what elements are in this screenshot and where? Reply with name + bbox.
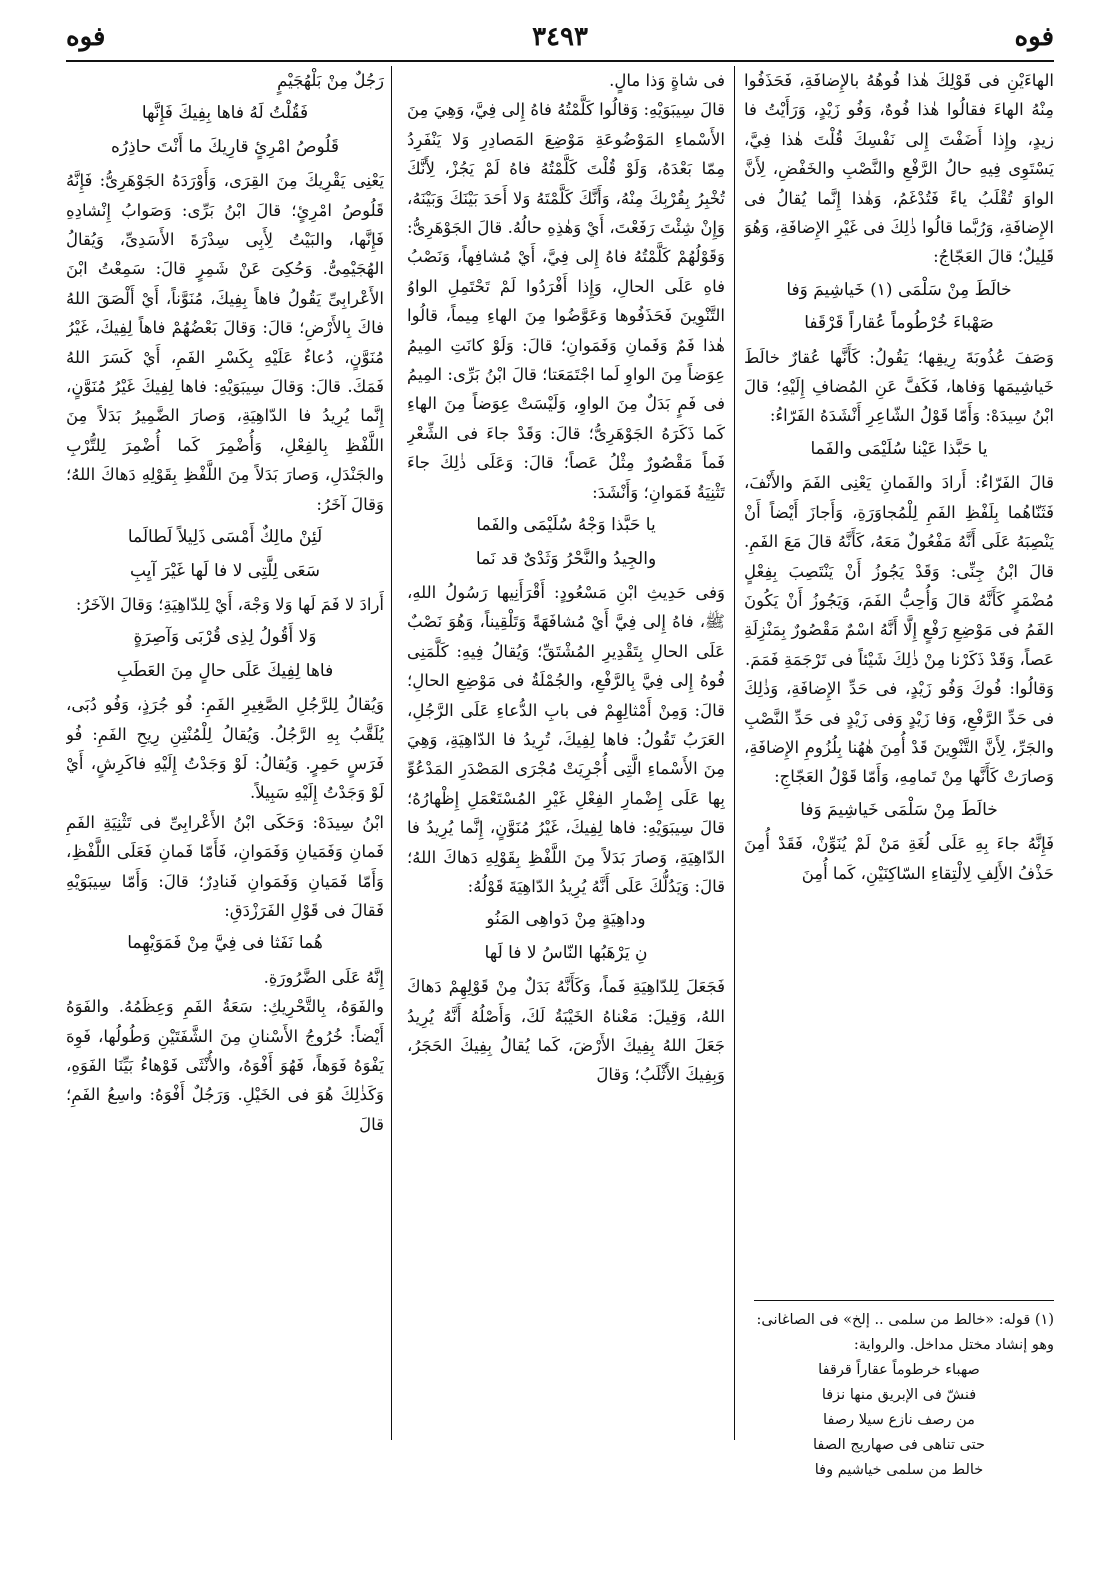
verse-line: والجِيدُ والنَّحْرُ وَثَدْىٌ قد نَما xyxy=(475,548,657,569)
paragraph: وَيُقالُ لِلرَّجُلِ الصَّغِيرِ الفَمِ: فُو جُرَذٍ، وَفُو دُبَى، يُلَقَّبُ بِهِ الرَّجُلُ. وَيُقالُ لِلْمُنْتِنِ رِيحِ الفَمِ: فُو فَرَسٍ حَمِرٍ. وَيُقالُ: لَوْ وَجَدْتُ إِلَيْهِ فاكَرِشٍ، أَيْ لَوْ وَجَدْتُ إِلَيْهِ سَبِيلاً. xyxy=(66,695,384,803)
paragraph: إِنَّهُ عَلَى الضَّرُورَةِ. xyxy=(263,967,384,987)
paragraph: وَقالُوا: فُوكَ وَفُو زَيْدٍ، فى حَدِّ الإِضافَةِ، وَذٰلِكَ فى حَدِّ الرَّفْعِ، وَفا زَيْدٍ وَفى زَيْدٍ فى حَدِّ النَّصْبِ والجَرِّ، لِأَنَّ التَّنْوِينَ قَدْ أُمِنَ هٰهُنا بِلُزُومِ الإِضافَةِ، وَصارَتْ كَأَنَّها مِنْ تَمامِهِ، وَأَمّا قَوْلُ العَجّاجِ: xyxy=(744,679,1054,787)
footnote-verse: من رصف نازع سيلا رصفا xyxy=(823,1412,975,1428)
footnote-verse: خالط من سلمى خياشيم وفا xyxy=(814,1462,984,1478)
paragraph: قالَ الفَرّاءُ: أَرادَ والفَمانِ يَعْنِى الفَمَ والأَنْفَ، فَثَنّاهُما بِلَفْظِ الفَمِ لِلْمُجاوَرَةِ، وَأَجازَ أَيْضاً أَنْ يَنْصِبَهُ عَلَى أَنَّهُ مَفْعُولٌ مَعَهُ، كَأَنَّهُ قالَ مَعَ الفَمِ. قالَ ابْنُ جِنِّى: وَقَدْ يَجُوزُ أَنْ يَنْتَصِبَ بِفِعْلٍ مُضْمَرٍ كَأَنَّهُ قالَ وَأُحِبُّ الفَمَ، وَيَجُوزُ أَنْ يَكُونَ الفَمُ فى مَوْضِعِ رَفْعٍ إِلَّا أَنَّهُ اسْمٌ مَقْصُورٌ بِمَنْزِلَةِ عَصاً، وَقَدْ ذَكَرْنا مِنْ ذٰلِكَ شَيْئاً فى تَرْجَمَةِ فَمَمَ. xyxy=(744,473,1054,669)
paragraph: الهاءَيْنِ فى قَوْلِكَ هٰذا فُوهُهُ بالإِضافَةِ، فَحَذَفُوا مِنْهُ الهاءَ فقالُوا هٰذا فُوهٌ، وَفُو زَيْدٍ، وَرَأَيْتُ فا زيدٍ، وإِذا أَضَفْتَ إِلى نَفْسِكَ قُلْتَ هٰذا فِيَّ، يَسْتَوِى فِيهِ حالُ الرَّفْعِ والنَّصْبِ والخَفْضِ، لِأَنَّ الواوَ تُقْلَبُ ياءً فَتُدْغَمُ، وَهٰذا إِنَّما يُقالُ فى الإِضافَةِ، وَرُبَّما قالُوا ذٰلِكَ فى غَيْرِ الإِضافَةِ، وَهُوَ قَلِيلٌ؛ قالَ العَجّاجُ: xyxy=(744,71,1054,267)
footnote-verse: صهباء خرطوماً عقاراً قرقفا xyxy=(818,1362,980,1378)
verse-line: فَقُلْتُ لَهُ فاها بِفِيكَ فَإِنَّها xyxy=(141,103,309,124)
header-entry-right: فوه xyxy=(1014,22,1054,52)
footnote xyxy=(744,1308,1054,1572)
footnote-text: (١) قوله: «خالط من سلمى .. إلخ» فى الصاغانى: وهو إنشاد مختل مداخل. والرواية: xyxy=(756,1312,1054,1353)
paragraph: رَجُلٌ مِنْ بَلْهُجَيْمٍ xyxy=(277,71,384,90)
footnote-verse: حتى تناهى فى صهاريج الصفا xyxy=(812,1437,986,1453)
verse-line: صَهْباءَ خُرْطُوماً عُقاراً قَرْقَفا xyxy=(804,313,994,334)
verse-line: لَئِنْ مالِكٌ أَمْسَى ذَلِيلاً لَطالَما xyxy=(127,527,323,548)
verse-line: يا حَبَّذا وَجْهُ سُلَيْمَى والفَما xyxy=(476,515,656,536)
column-right xyxy=(744,66,1054,1440)
footnote-verse: فنشّ فى الإبريق منها نزفا xyxy=(821,1387,977,1403)
paragraph: يَعْنِى يَقْرِيكَ مِنَ القِرَى، وَأَوْرَدَهُ الجَوْهَرِىُّ: فَإِنَّهُ قَلُوصُ امْرِئٍ؛ قالَ ابْنُ بَرِّى: وَصَوابُ إِنْشادِهِ فَإِنَّها، والبَيْتُ لِأَبِى سِدْرَةَ الأَسَدِىِّ، وَيُقالُ الهُجَيْمِىُّ. وَحُكِىَ عَنْ شَمِرٍ قالَ: سَمِعْتُ ابْنَ الأَعْرابِىِّ يَقُولُ فاهاً بِفِيكَ، مُنَوَّناً، أَيْ أَلْصَقَ اللهُ فاكَ بِالأَرْضِ؛ قالَ: وَقالَ بَعْضُهُمْ فاهاً لِفِيكَ، غَيْرُ مُنَوَّنٍ، دُعاءٌ عَلَيْهِ بِكَسْرِ الفَمِ، أَيْ كَسَرَ اللهُ فَمَكَ. قالَ: وَقالَ سِيبَوَيْهِ: فاها لِفِيكَ غَيْرُ مُنَوَّنٍ، إِنَّما يُرِيدُ فا الدّاهِيَةِ، وَصارَ الضَّمِيرُ بَدَلاً مِنَ اللَّفْظِ بِالفِعْلِ، وَأُضْمِرَ كَما أُضْمِرَ لِلتُّرْبِ والجَنْدَلِ، وَصارَ بَدَلاً مِنَ اللَّفْظِ بِقَوْلِهِ دَهاكَ اللهُ؛ وَقالَ آخَرُ: xyxy=(66,171,384,514)
verse-line: هُما نَفَثا فى فِيَّ مِنْ فَمَوَيْهِما xyxy=(127,933,323,954)
paragraph: قالَ سِيبَوَيْهِ: وَقالُوا كَلَّمْتُهُ فاهُ إِلى فِيَّ، وَهِيَ مِنَ الأَسْماءِ المَوْضُوعَةِ مَوْضِعَ المَصادِرِ وَلا يَنْفَرِدُ مِمّا بَعْدَهُ، وَلَوْ قُلْتَ كَلَّمْتُهُ فاهُ لَمْ يَجُزْ، لِأَنَّكَ تُخْبِرُ بِقُرْبِكَ مِنْهُ، وَأَنَّكَ كَلَّمْتَهُ وَلا أَحَدَ بَيْنَكَ وَبَيْنَهُ، وَإِنْ شِئْتَ رَفَعْتَ، أَيْ وَهٰذِهِ حالُهُ. قالَ الجَوْهَرِىُّ: وَقَوْلُهُمْ كَلَّمْتُهُ فاهُ إِلى فِيَّ، أَيْ مُشافِهاً، وَنَصْبُ فاهِ عَلَى الحالِ، وَإِذا أَفْرَدُوا لَمْ تَحْتَمِلِ الواوُ التَّنْوِينَ فَحَذَفُوها وَعَوَّضُوا مِنَ الهاءِ مِيماً، قالُوا هٰذا فَمٌ وَفَمانِ وَفَمَوانِ؛ قالَ: وَلَوْ كانَتِ المِيمُ عِوَضاً مِنَ الواوِ لَما اجْتَمَعَتا؛ قالَ ابْنُ بَرِّى: المِيمُ فى فَمٍ بَدَلٌ مِنَ الواوِ، وَلَيْسَتْ عِوَضاً مِنَ الهاءِ كَما ذَكَرَهُ الجَوْهَرِىُّ؛ قالَ: وَقَدْ جاءَ فى الشِّعْرِ فَماً مَقْصُورٌ مِثْلُ عَصاً؛ قالَ: وَعَلَى ذٰلِكَ جاءَ تَثْنِيَةُ فَمَوانِ؛ وَأَنْشَدَ: xyxy=(407,100,725,502)
verse-line: فاها لِفِيكَ عَلَى حالٍ مِنَ العَطَبِ xyxy=(116,660,334,681)
verse-line: خالَطَ مِنْ سَلْمَى خَياشِيمَ وَفا xyxy=(800,799,998,820)
header-entry-left: فوه xyxy=(66,22,106,52)
paragraph: فَجَعَلَ لِلدّاهِيَةِ فَماً، وَكَأَنَّهُ بَدَلٌ مِنْ قَوْلِهِمْ دَهاكَ اللهُ، وَقِيلَ: مَعْناهُ الخَيْبَةُ لَكَ، وَأَصْلُهُ أَنَّهُ يُرِيدُ جَعَلَ اللهُ بِفِيكَ الأَرْضَ، كَما يُقالُ بِفِيكَ الحَجَرُ، وَبِفِيكَ الأَثْلَبُ؛ وَقالَ xyxy=(407,977,725,1085)
verse-line: خالَطَ مِنْ سَلْمَى (١) خَياشِيمَ وَفا xyxy=(786,279,1012,300)
verse-line: وداهِيَةٍ مِنْ دَواهِى المَنُو xyxy=(486,909,646,930)
verse-line: قَلُوصُ امْرِئٍ قارِيكَ ما أَنْتَ حاذِرُه xyxy=(110,136,339,157)
paragraph: وَصَفَ عُذُوبَةَ رِيقِها؛ يَقُولُ: كَأَنَّها عُقارٌ خالَطَ خَياشِيمَها وَفاها، فَكَفَّ عَنِ المُضافِ إِلَيْهِ؛ قالَ ابْنُ سِيدَهْ: وَأَمّا قَوْلُ الشّاعِرِ أَنْشَدَهُ الفَرّاءُ: xyxy=(744,347,1054,426)
column-middle xyxy=(407,66,725,1440)
paragraph: أَرادَ لا فَمَ لَها وَلا وَجْهَ، أَيْ لِلدّاهِيَةِ؛ وَقالَ الآخَرُ: xyxy=(75,594,384,614)
verse-line: يا حَبَّذا عَيْنا سُلَيْمَى والفَما xyxy=(810,438,988,459)
column-divider xyxy=(734,66,735,1440)
footnote-rule xyxy=(754,1300,1054,1301)
header-rule xyxy=(66,60,1054,62)
verse-line: سَعَى لِلَّتِى لا فا لَها غَيْرَ آيِبِ xyxy=(130,560,320,581)
page-header xyxy=(66,18,1054,58)
paragraph: فى شاةٍ وَذا مالٍ. xyxy=(609,71,725,90)
paragraph: وَفى حَدِيثِ ابْنِ مَسْعُودٍ: أَقْرَأَنِيها رَسُولُ اللهِ، ﷺ، فاهُ إِلى فِيَّ أَيْ مُشافَهَةً وَتَلْقِيناً، وَهُوَ نَصْبٌ عَلَى الحالِ بِتَقْدِيرِ المُشْتَقِّ؛ وَيُقالُ فِيهِ: كَلَّمَنِى فُوهُ إِلى فِيَّ بِالرَّفْعِ، والجُمْلَةُ فى مَوْضِعِ الحالِ؛ قالَ: وَمِنْ أَمْثالِهِمْ فى بابِ الدُّعاءِ عَلَى الرَّجُلِ، العَرَبُ تَقُولُ: فاها لِفِيكَ، تُرِيدُ فا الدّاهِيَةِ، وَهِيَ مِنَ الأَسْماءِ الَّتِى أُجْرِيَتْ مُجْرَى المَصْدَرِ المَدْعُوِّ بِها عَلَى إِضْمارِ الفِعْلِ غَيْرِ المُسْتَعْمَلِ إِظْهارُهُ؛ قالَ سِيبَوَيْهِ: فاها لِفِيكَ، غَيْرُ مُنَوَّنٍ، إِنَّما يُرِيدُ فا الدّاهِيَةِ، وَصارَ بَدَلاً مِنَ اللَّفْظِ بِقَوْلِهِ دَهاكَ اللهُ؛ قالَ: وَيَدُلُّكَ عَلَى أَنَّهُ يُرِيدُ الدّاهِيَةَ قَوْلُهُ: xyxy=(407,582,725,896)
column-divider xyxy=(391,66,392,1440)
verse-line: نِ يَرْهَبُها النّاسُ لا فا لَها xyxy=(484,942,648,963)
paragraph: والفَوَهُ، بِالتَّحْرِيكِ: سَعَةُ الفَمِ وَعِظَمُهُ. والفَوَهُ أَيْضاً: خُرُوجُ الأَسْنانِ مِنَ الشَّفَتَيْنِ وَطُولُها، فَوِهَ يَفْوَهُ فَوَهاً، فَهُوَ أَفْوَهُ، والأُنْثَى فَوْهاءُ بَيِّنَا الفَوَهِ، وَكَذٰلِكَ هُوَ فى الخَيْلِ. وَرَجُلٌ أَفْوَهُ: واسِعُ الفَمِ؛ قالَ xyxy=(66,997,384,1134)
verse-line: وَلا أَقُولُ لِذِى قُرْبَى وَآصِرَةٍ xyxy=(133,627,317,648)
page-number: ٣٤٩٣ xyxy=(532,22,588,52)
column-left xyxy=(66,66,384,1440)
paragraph: فَإِنَّهُ جاءَ بِهِ عَلَى لُغَةِ مَنْ لَمْ يُنَوِّنْ، فَقَدْ أُمِنَ حَذْفُ الأَلِفِ لِالْتِقاءِ السّاكِنَيْنِ، كَما أُمِنَ xyxy=(744,834,1054,883)
paragraph: ابْنُ سِيدَهْ: وَحَكَى ابْنُ الأَعْرابِىِّ فى تَثْنِيَةِ الفَمِ فَمانِ وَفَمَيانِ وَفَمَوانِ، فَأَمّا فَمانِ فَعَلَى اللَّفْظِ، وَأَمّا فَمَيانِ وَفَمَوانِ فَنادِرٌ؛ قالَ: وَأَمّا سِيبَوَيْهِ فَقالَ فى قَوْلِ الفَرَزْدَقِ: xyxy=(66,812,384,920)
